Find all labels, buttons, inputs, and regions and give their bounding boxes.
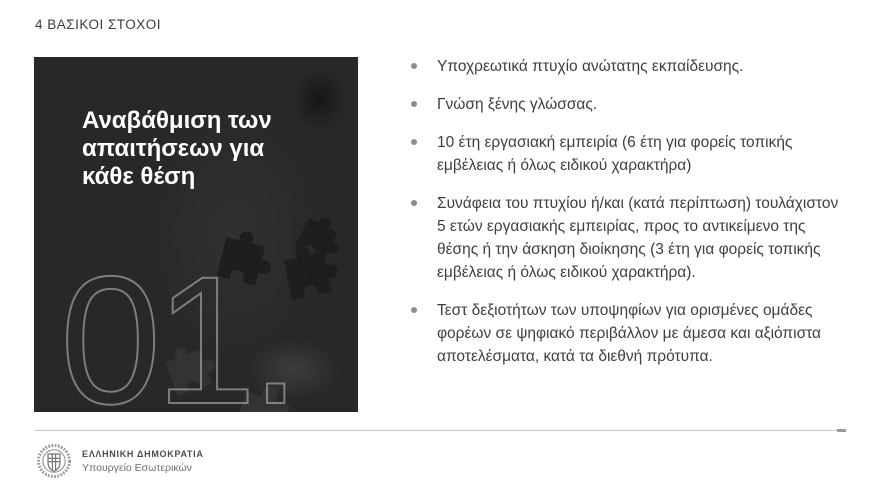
hellenic-republic-emblem-icon	[36, 443, 72, 479]
footer-divider	[35, 430, 838, 431]
bullet-item	[410, 299, 850, 368]
bullet-dot-icon	[411, 63, 417, 69]
feature-card	[34, 57, 358, 412]
bullet-item	[410, 131, 850, 177]
card-title: Αναβάθμιση των απαιτήσεων για κάθε θέση	[82, 107, 272, 190]
bullet-item	[410, 55, 850, 78]
footer-org-name: ΕΛΛΗΝΙΚΗ ΔΗΜΟΚΡΑΤΙΑ	[82, 448, 204, 459]
footer-department: Υπουργείο Εσωτερικών	[82, 461, 192, 474]
bullet-text: 10 έτη εργασιακή εμπειρία (6 έτη για φορείς τοπικής εμβέλειας ή όλως ειδικού χαρακτήρα)	[437, 134, 793, 174]
bullet-item	[410, 192, 850, 284]
bullet-list	[410, 55, 850, 383]
card-number-watermark: 01.	[60, 238, 296, 412]
bullet-dot-icon	[411, 101, 417, 107]
bullet-text: Συνάφεια του πτυχίου ή/και (κατά περίπτωση) τουλάχιστον 5 ετών εργασιακής εμπειρίας, προς το αντικείμενο της θέσης ή την άσκηση διοίκησης (3 έτη για φορείς τοπικής εμβέλειας ή όλως ειδικού χαρακτήρα).	[437, 195, 839, 281]
bullet-text: Υποχρεωτικά πτυχίο ανώτατης εκπαίδευσης.	[437, 58, 744, 75]
divider-end-cap	[837, 429, 846, 432]
bullet-text: Γνώση ξένης γλώσσας.	[437, 96, 598, 113]
bullet-dot-icon	[411, 139, 417, 145]
page-title: 4 ΒΑΣΙΚΟΙ ΣΤΟΧΟΙ	[35, 17, 162, 32]
bullet-text: Τεστ δεξιοτήτων των υποψηφίων για ορισμένες ομάδες φορέων σε ψηφιακό περιβάλλον με άμεσα και αξιόπιστα αποτελέσματα, κατά τα διεθνή πρότυπα.	[437, 302, 822, 365]
bullet-dot-icon	[411, 307, 417, 313]
bullet-item	[410, 93, 850, 116]
footer-text	[82, 449, 204, 474]
bullet-dot-icon	[411, 200, 417, 206]
footer-logo	[36, 443, 204, 479]
